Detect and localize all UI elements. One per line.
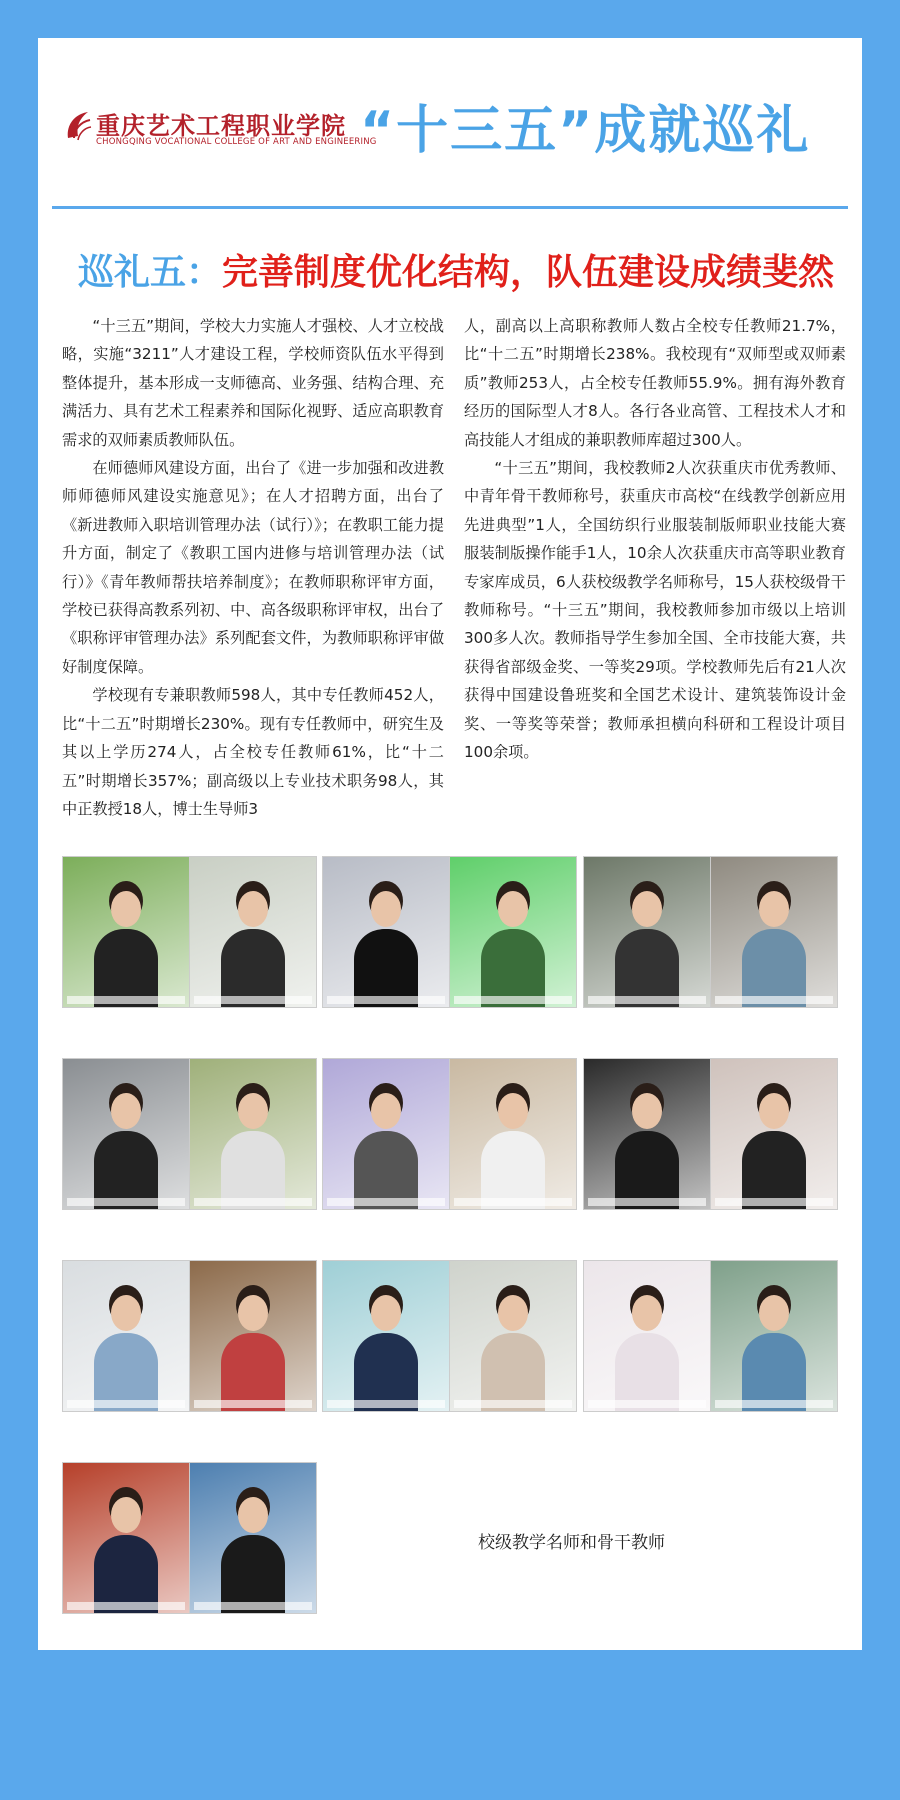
photo-name-strip [454,1198,572,1206]
school-name-en: CHONGQING VOCATIONAL COLLEGE OF ART AND ENGINEERING [96,137,377,147]
person-head [111,1093,141,1129]
person-head [371,1093,401,1129]
photo-name-strip [588,1400,706,1408]
school-name-cn: 重庆艺术工程职业学院 [96,111,346,140]
teacher-photo [449,1260,577,1412]
teacher-photo [189,1260,317,1412]
teacher-photo [449,856,577,1008]
person-head [238,891,268,927]
photo-name-strip [454,996,572,1004]
person-head [111,1295,141,1331]
teacher-photo [449,1058,577,1210]
person-head [759,891,789,927]
photo-name-strip [454,1400,572,1408]
section-title [78,244,838,295]
paragraph-1: “十三五”期间，学校大力实施人才强校、人才立校战略，实施“3211”人才建设工程，学校师资队伍水平得到整体提升，基本形成一支师德高、业务强、结构合理、充满活力、具有艺术工程素养和国际化视野、适应高职教育需求的双师素质教师队伍。 [62,317,444,449]
person-head [759,1295,789,1331]
photo-name-strip [67,1198,185,1206]
person-head [632,1295,662,1331]
person-head [759,1093,789,1129]
person-head [371,891,401,927]
school-logo [64,108,377,150]
person-head [111,891,141,927]
photo-name-strip [588,996,706,1004]
section-title-main: 完善制度优化结构，队伍建设成绩斐然 [222,252,835,293]
person-head [238,1093,268,1129]
teacher-photo [583,1260,711,1412]
photo-name-strip [715,996,833,1004]
teacher-photo [189,1462,317,1614]
teacher-photo [583,856,711,1008]
paragraph-3-end: 人，副高以上高职称教师人数占全校专任教师21.7%，比“十二五”时期增长238%。我校现有“双师型或双师素质”教师253人，占全校专任教师55.9%。拥有海外教育经历的国际型人才8人。各行各业高管、工程技术人才和高技能人才组成的兼职教师库超过300人。 [464,317,846,449]
person-head [371,1295,401,1331]
teacher-photo [62,1260,190,1412]
teacher-photo [62,1058,190,1210]
paragraph-3-start: 学校现有专兼职教师598人，其中专任教师452人，比“十二五”时期增长230%。现有专任教师中，研究生及其以上学历274人，占全校专任教师61%，比“十二五”时期增长357%；副高级以上专业技术职务98人，其中正教授18人，博士生导师3 [62,686,444,818]
teacher-photo [583,1058,711,1210]
paragraph-4: “十三五”期间，我校教师2人次获重庆市优秀教师、中青年骨干教师称号，获重庆市高校“在线教学创新应用先进典型”1人，全国纺织行业服装制版师职业技能大赛服装制版操作能手1人，10余人次获重庆市高等职业教育专家库成员，6人获校级教学名师称号，15人获校级骨干教师称号。“十三五”期间，我校教师参加市级以上培训300多人次。教师指导学生参加全国、全市技能大赛，共获得省部级金奖、一等奖29项。学校教师先后有21人次获得中国建设鲁班奖和全国艺术设计、建筑装饰设计金奖、一等奖等荣誉；教师承担横向科研和工程设计项目100余项。 [464,459,846,762]
section-title-prefix: 巡礼五： [78,252,223,293]
photo-name-strip [327,1400,445,1408]
person-head [498,891,528,927]
photo-name-strip [194,1602,312,1610]
text-column-left [62,312,444,823]
photo-name-strip [715,1198,833,1206]
teacher-photo [710,1058,838,1210]
person-head [498,1295,528,1331]
photos-caption: 校级教学名师和骨干教师 [478,1533,665,1553]
photo-name-strip [327,1198,445,1206]
person-head [238,1295,268,1331]
teacher-photo [189,1058,317,1210]
teacher-photo [710,1260,838,1412]
teacher-photo [189,856,317,1008]
photo-name-strip [588,1198,706,1206]
person-head [632,891,662,927]
photo-name-strip [194,1400,312,1408]
photo-name-strip [194,996,312,1004]
photo-name-strip [327,996,445,1004]
photo-name-strip [67,996,185,1004]
photo-name-strip [67,1400,185,1408]
photo-name-strip [67,1602,185,1610]
teacher-photo [322,1058,450,1210]
person-head [632,1093,662,1129]
person-head [111,1497,141,1533]
teacher-photo [62,856,190,1008]
school-emblem-icon [64,108,92,142]
banner-title: “十三五”成就巡礼 [360,101,811,161]
photo-name-strip [194,1198,312,1206]
header-divider [52,206,848,209]
photo-name-strip [715,1400,833,1408]
teacher-photo [322,1260,450,1412]
teacher-photo [322,856,450,1008]
person-head [238,1497,268,1533]
paragraph-2: 在师德师风建设方面，出台了《进一步加强和改进教师师德师风建设实施意见》；在人才招聘方面，出台了《新进教师入职培训管理办法（试行）》；在教职工能力提升方面，制定了《教职工国内进修与培训管理办法（试行）》《青年教师帮扶培养制度》；在教师职称评审方面，学校已获得高教系列初、中、高各级职称评审权，出台了《职称评审管理办法》系列配套文件，为教师职称评审做好制度保障。 [62,459,444,676]
text-column-right [464,312,846,767]
teacher-photo [710,856,838,1008]
person-head [498,1093,528,1129]
teacher-photo [62,1462,190,1614]
